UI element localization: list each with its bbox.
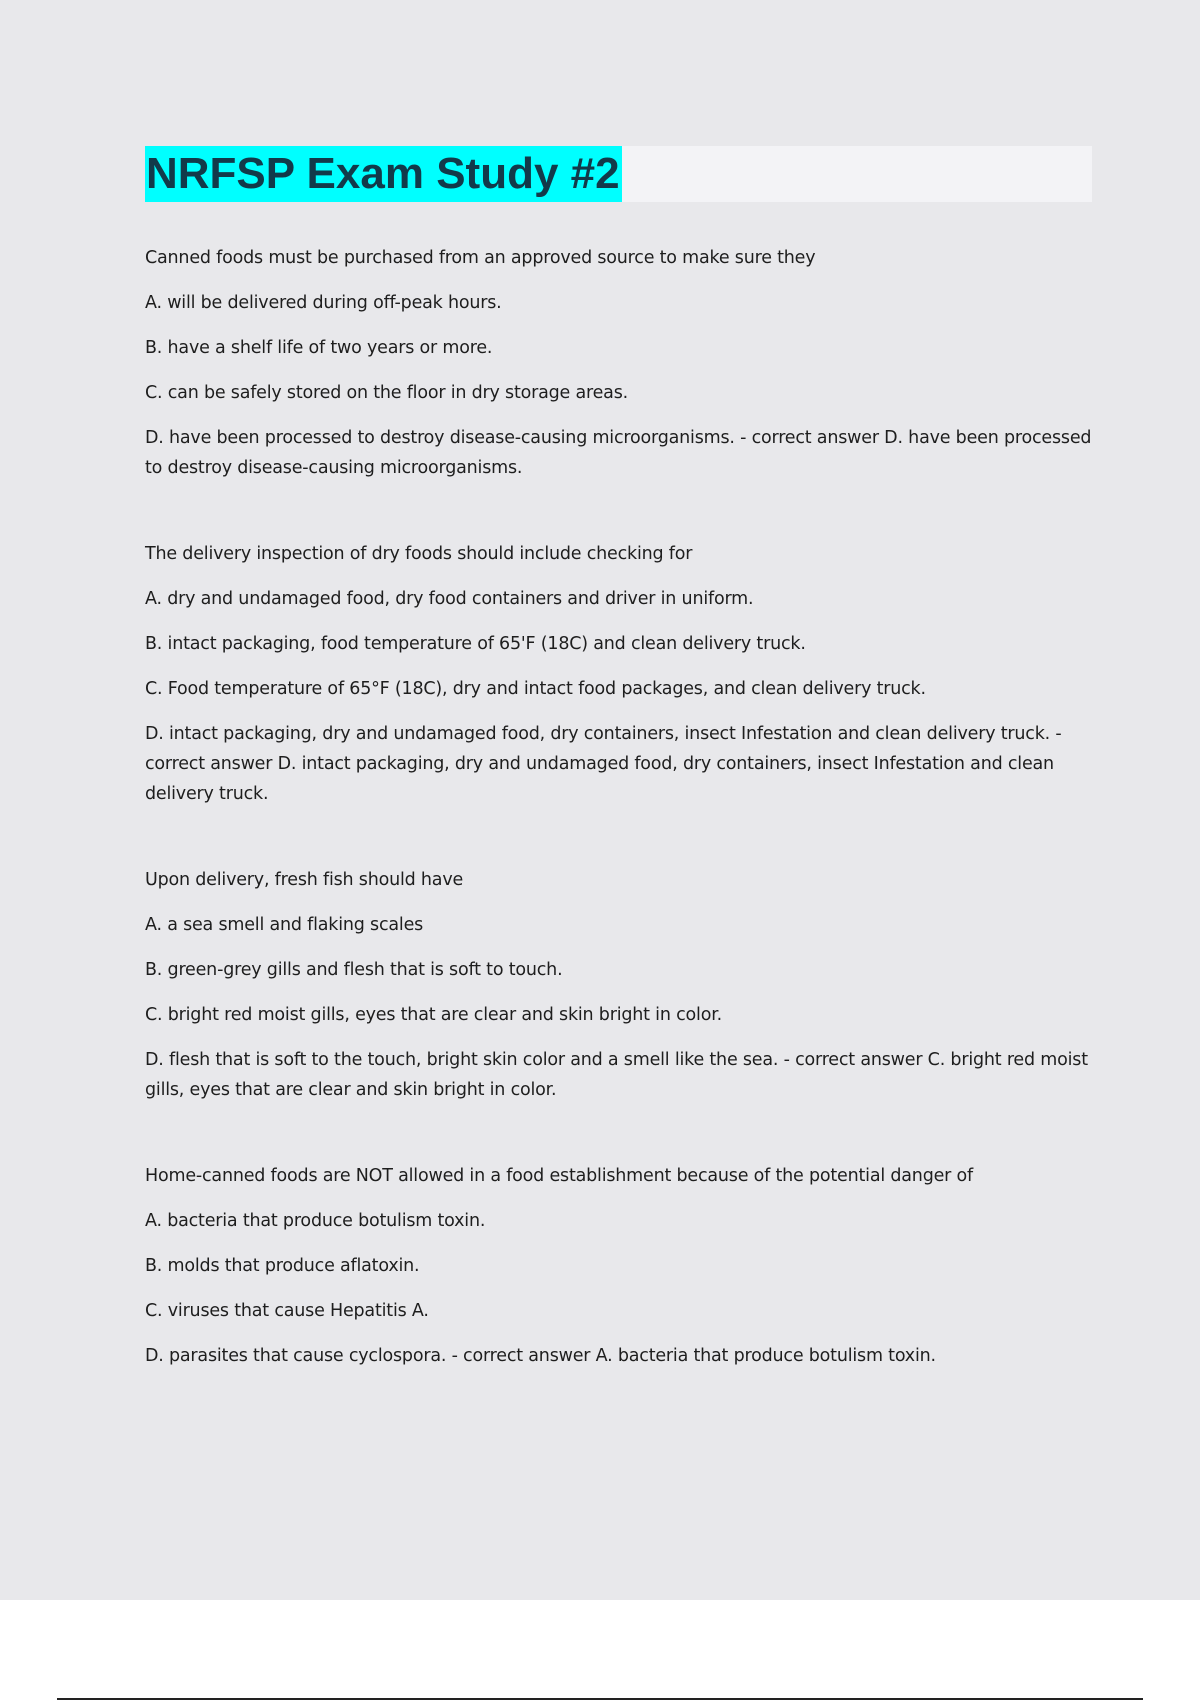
answer-option-b: B. green-grey gills and flesh that is soft to touch. — [145, 960, 563, 980]
answer-option-b: B. have a shelf life of two years or more. — [145, 338, 493, 358]
answer-option-a: A. a sea smell and flaking scales — [145, 915, 424, 935]
answer-option-c: C. Food temperature of 65°F (18C), dry and intact food packages, and clean delivery truck. — [145, 679, 926, 699]
answer-option-c: C. bright red moist gills, eyes that are clear and skin bright in color. — [145, 1005, 722, 1025]
document-title: NRFSP Exam Study #2 — [145, 146, 622, 202]
question-block — [145, 865, 1095, 1105]
question-text: Upon delivery, fresh fish should have — [145, 870, 464, 890]
question-text: Home-canned foods are NOT allowed in a food establishment because of the potential danger of — [145, 1166, 974, 1186]
answer-option-c: C. viruses that cause Hepatitis A. — [145, 1301, 429, 1321]
answer-option-d: D. intact packaging, dry and undamaged food, dry containers, insect Infestation and clean delivery truck. - correct answer D. intact packaging, dry and undamaged food, dry containers, insect Infestation and clean delivery truck. — [145, 724, 1062, 804]
answer-option-d: D. have been processed to destroy disease-causing microorganisms. - correct answer D. have been processed to destroy disease-causing microorganisms. — [145, 428, 1092, 478]
answer-option-c: C. can be safely stored on the floor in dry storage areas. — [145, 383, 628, 403]
answer-option-d: D. parasites that cause cyclospora. - correct answer A. bacteria that produce botulism toxin. — [145, 1346, 936, 1366]
answer-option-d: D. flesh that is soft to the touch, bright skin color and a smell like the sea. - correct answer C. bright red moist gills, eyes that are clear and skin bright in color. — [145, 1050, 1088, 1100]
document-body — [145, 243, 1095, 1427]
answer-option-a: A. dry and undamaged food, dry food containers and driver in uniform. — [145, 589, 754, 609]
question-block — [145, 243, 1095, 483]
question-text: Canned foods must be purchased from an approved source to make sure they — [145, 248, 816, 268]
answer-option-a: A. bacteria that produce botulism toxin. — [145, 1211, 486, 1231]
question-block — [145, 1161, 1095, 1371]
answer-option-b: B. intact packaging, food temperature of 65'F (18C) and clean delivery truck. — [145, 634, 806, 654]
question-block — [145, 539, 1095, 809]
answer-option-a: A. will be delivered during off-peak hours. — [145, 293, 502, 313]
question-text: The delivery inspection of dry foods should include checking for — [145, 544, 693, 564]
answer-option-b: B. molds that produce aflatoxin. — [145, 1256, 420, 1276]
